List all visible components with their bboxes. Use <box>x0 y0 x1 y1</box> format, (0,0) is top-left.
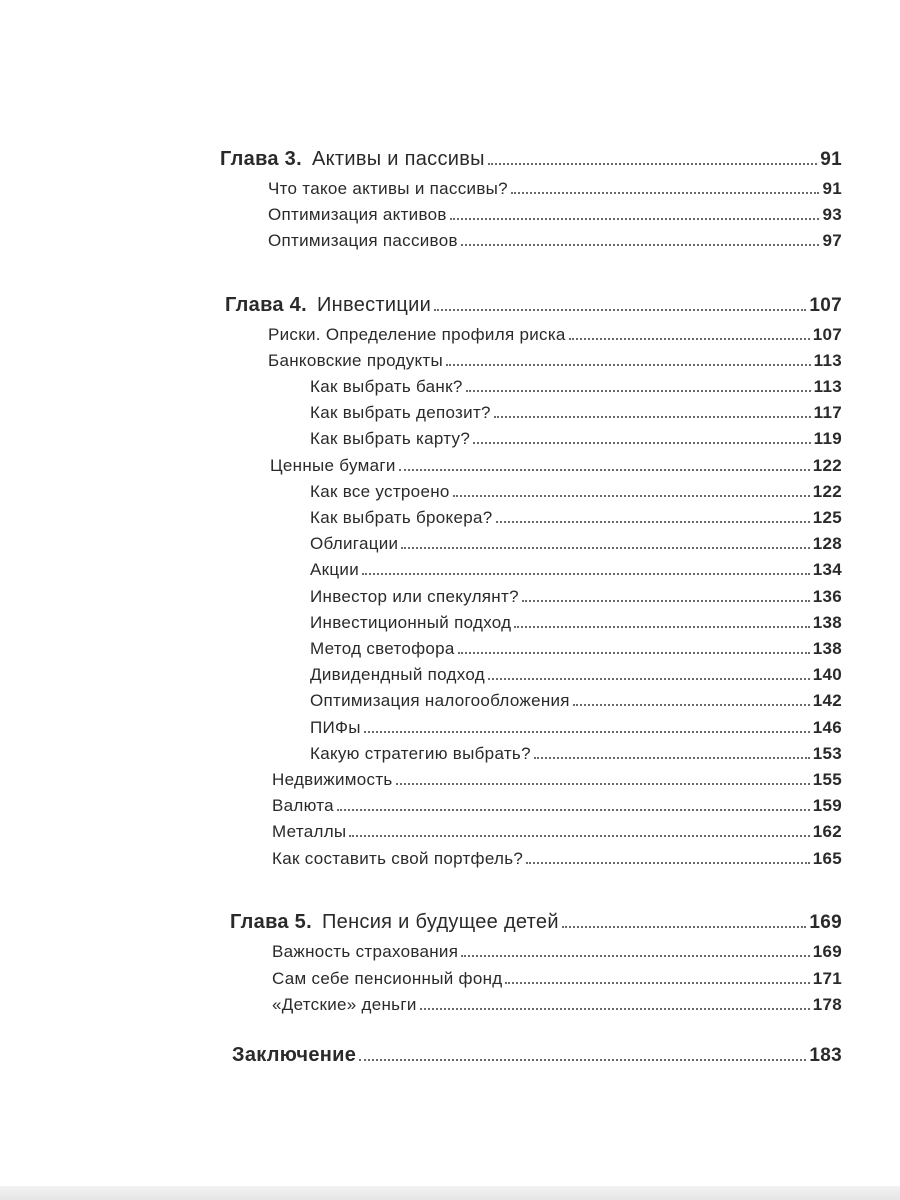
toc-item-label: Недвижимость <box>272 770 393 789</box>
toc-item-label: Риски. Определение профиля риска <box>268 325 566 344</box>
page-number: 119 <box>813 429 842 448</box>
toc-item <box>310 691 842 711</box>
toc-item <box>310 429 842 449</box>
leader-dots <box>399 469 810 471</box>
page-number: 162 <box>812 822 842 841</box>
leader-dots <box>569 338 810 340</box>
leader-dots <box>526 862 810 864</box>
toc-item <box>272 995 842 1015</box>
leader-dots <box>488 163 817 165</box>
leader-dots <box>461 955 810 957</box>
toc-item-label: Как выбрать банк? <box>310 377 463 396</box>
leader-dots <box>453 495 810 497</box>
toc-item-label: Как выбрать депозит? <box>310 403 491 422</box>
toc-chapter-5 <box>230 911 842 934</box>
leader-dots <box>401 547 809 549</box>
page-number: 122 <box>812 456 842 475</box>
toc-item <box>268 231 842 251</box>
leader-dots <box>534 757 810 759</box>
leader-dots <box>496 521 810 523</box>
toc-item-label: Важность страхования <box>272 942 459 961</box>
toc-item <box>310 482 842 502</box>
toc-item-label: «Детские» деньги <box>272 995 417 1014</box>
page-number: 146 <box>812 718 842 737</box>
toc-item <box>272 849 842 869</box>
page-number: 122 <box>812 482 842 501</box>
toc-item <box>268 325 842 345</box>
toc-item <box>310 560 842 580</box>
page-number: 183 <box>809 1045 842 1066</box>
page-number: 169 <box>812 942 842 961</box>
page-number: 91 <box>822 179 842 198</box>
leader-dots <box>488 678 810 680</box>
page-number: 128 <box>812 534 842 553</box>
toc-chapter-3 <box>220 148 842 171</box>
toc-item-label: Оптимизация активов <box>268 205 447 224</box>
leader-dots <box>511 192 820 194</box>
chapter-title: Инвестиции <box>316 294 432 316</box>
toc-item <box>310 534 842 554</box>
page-number: 155 <box>812 770 842 789</box>
toc-conclusion <box>232 1044 842 1067</box>
conclusion-label: Заключение <box>232 1044 357 1066</box>
toc-item-label: Акции <box>310 560 360 579</box>
page-number: 93 <box>822 205 842 224</box>
toc-item-label: Облигации <box>310 534 399 553</box>
toc-chapter-4 <box>225 294 842 317</box>
leader-dots <box>514 626 809 628</box>
toc-item <box>268 179 842 199</box>
leader-dots <box>337 809 810 811</box>
toc-item-label: Какую стратегию выбрать? <box>310 744 531 763</box>
chapter-prefix: Глава 4. <box>225 294 307 316</box>
page-number: 107 <box>812 325 842 344</box>
toc-item-label: Как составить свой портфель? <box>272 849 524 868</box>
leader-dots <box>522 600 810 602</box>
leader-dots <box>446 364 811 366</box>
leader-dots <box>349 835 809 837</box>
toc-item-label: Как выбрать карту? <box>310 429 471 448</box>
toc-item-label: Как все устроено <box>310 482 450 501</box>
toc-item <box>310 377 842 397</box>
toc-item <box>268 351 842 371</box>
toc-item <box>310 403 842 423</box>
toc-item <box>310 744 842 764</box>
page-number: 138 <box>812 613 842 632</box>
leader-dots <box>505 982 809 984</box>
toc-item-label: Инвестиционный подход <box>310 613 512 632</box>
leader-dots <box>420 1008 810 1010</box>
page-bottom-edge <box>0 1186 900 1200</box>
leader-dots <box>362 573 810 575</box>
leader-dots <box>461 244 820 246</box>
toc-item-label: Валюта <box>272 796 334 815</box>
toc-item-label: Метод светофора <box>310 639 455 658</box>
toc-item-label: Банковские продукты <box>268 351 444 370</box>
page-number: 113 <box>813 377 842 396</box>
toc-item-label: Ценные бумаги <box>270 456 396 475</box>
page-number: 142 <box>812 691 842 710</box>
leader-dots <box>562 926 807 928</box>
page-number: 178 <box>812 995 842 1014</box>
page-number: 117 <box>813 403 842 422</box>
page-number: 107 <box>809 295 842 316</box>
toc-item-label: Оптимизация налогообложения <box>310 691 570 710</box>
chapter-title: Активы и пассивы <box>311 148 485 170</box>
page-number: 169 <box>809 912 842 933</box>
leader-dots <box>450 218 820 220</box>
toc-item-label: Инвестор или спекулянт? <box>310 587 519 606</box>
toc-item-label: Дивидендный подход <box>310 665 485 684</box>
page-number: 97 <box>822 231 842 250</box>
toc-item <box>310 508 842 528</box>
leader-dots <box>494 416 811 418</box>
toc-item-label: ПИФы <box>310 718 361 737</box>
leader-dots <box>458 652 810 654</box>
page-number: 136 <box>812 587 842 606</box>
page-number: 113 <box>813 351 842 370</box>
page-number: 134 <box>812 560 842 579</box>
leader-dots <box>396 783 810 785</box>
toc-item <box>310 665 842 685</box>
toc-item <box>268 205 842 225</box>
toc-item <box>272 969 842 989</box>
leader-dots <box>466 390 811 392</box>
chapter-prefix: Глава 5. <box>230 911 312 933</box>
leader-dots <box>359 1059 806 1061</box>
toc-item <box>272 822 842 842</box>
toc-item <box>272 796 842 816</box>
toc-item <box>310 718 842 738</box>
toc-item-label: Сам себе пенсионный фонд <box>272 969 503 988</box>
toc-item-label: Как выбрать брокера? <box>310 508 493 527</box>
toc-item <box>310 613 842 633</box>
page-number: 153 <box>812 744 842 763</box>
toc-item-label: Металлы <box>272 822 347 841</box>
leader-dots <box>434 309 806 311</box>
leader-dots <box>573 704 810 706</box>
page-number: 91 <box>820 149 842 170</box>
chapter-title: Пенсия и будущее детей <box>321 911 559 933</box>
page-number: 138 <box>812 639 842 658</box>
toc-item <box>272 942 842 962</box>
page-number: 125 <box>812 508 842 527</box>
page-number: 140 <box>812 665 842 684</box>
page-number: 159 <box>812 796 842 815</box>
toc-item <box>310 587 842 607</box>
toc-item <box>310 639 842 659</box>
toc-item-label: Оптимизация пассивов <box>268 231 458 250</box>
chapter-prefix: Глава 3. <box>220 148 302 170</box>
page-number: 171 <box>812 969 842 988</box>
leader-dots <box>473 442 811 444</box>
toc-item <box>272 770 842 790</box>
leader-dots <box>364 731 810 733</box>
toc-item <box>270 456 842 476</box>
page-number: 165 <box>812 849 842 868</box>
toc-item-label: Что такое активы и пассивы? <box>268 179 508 198</box>
